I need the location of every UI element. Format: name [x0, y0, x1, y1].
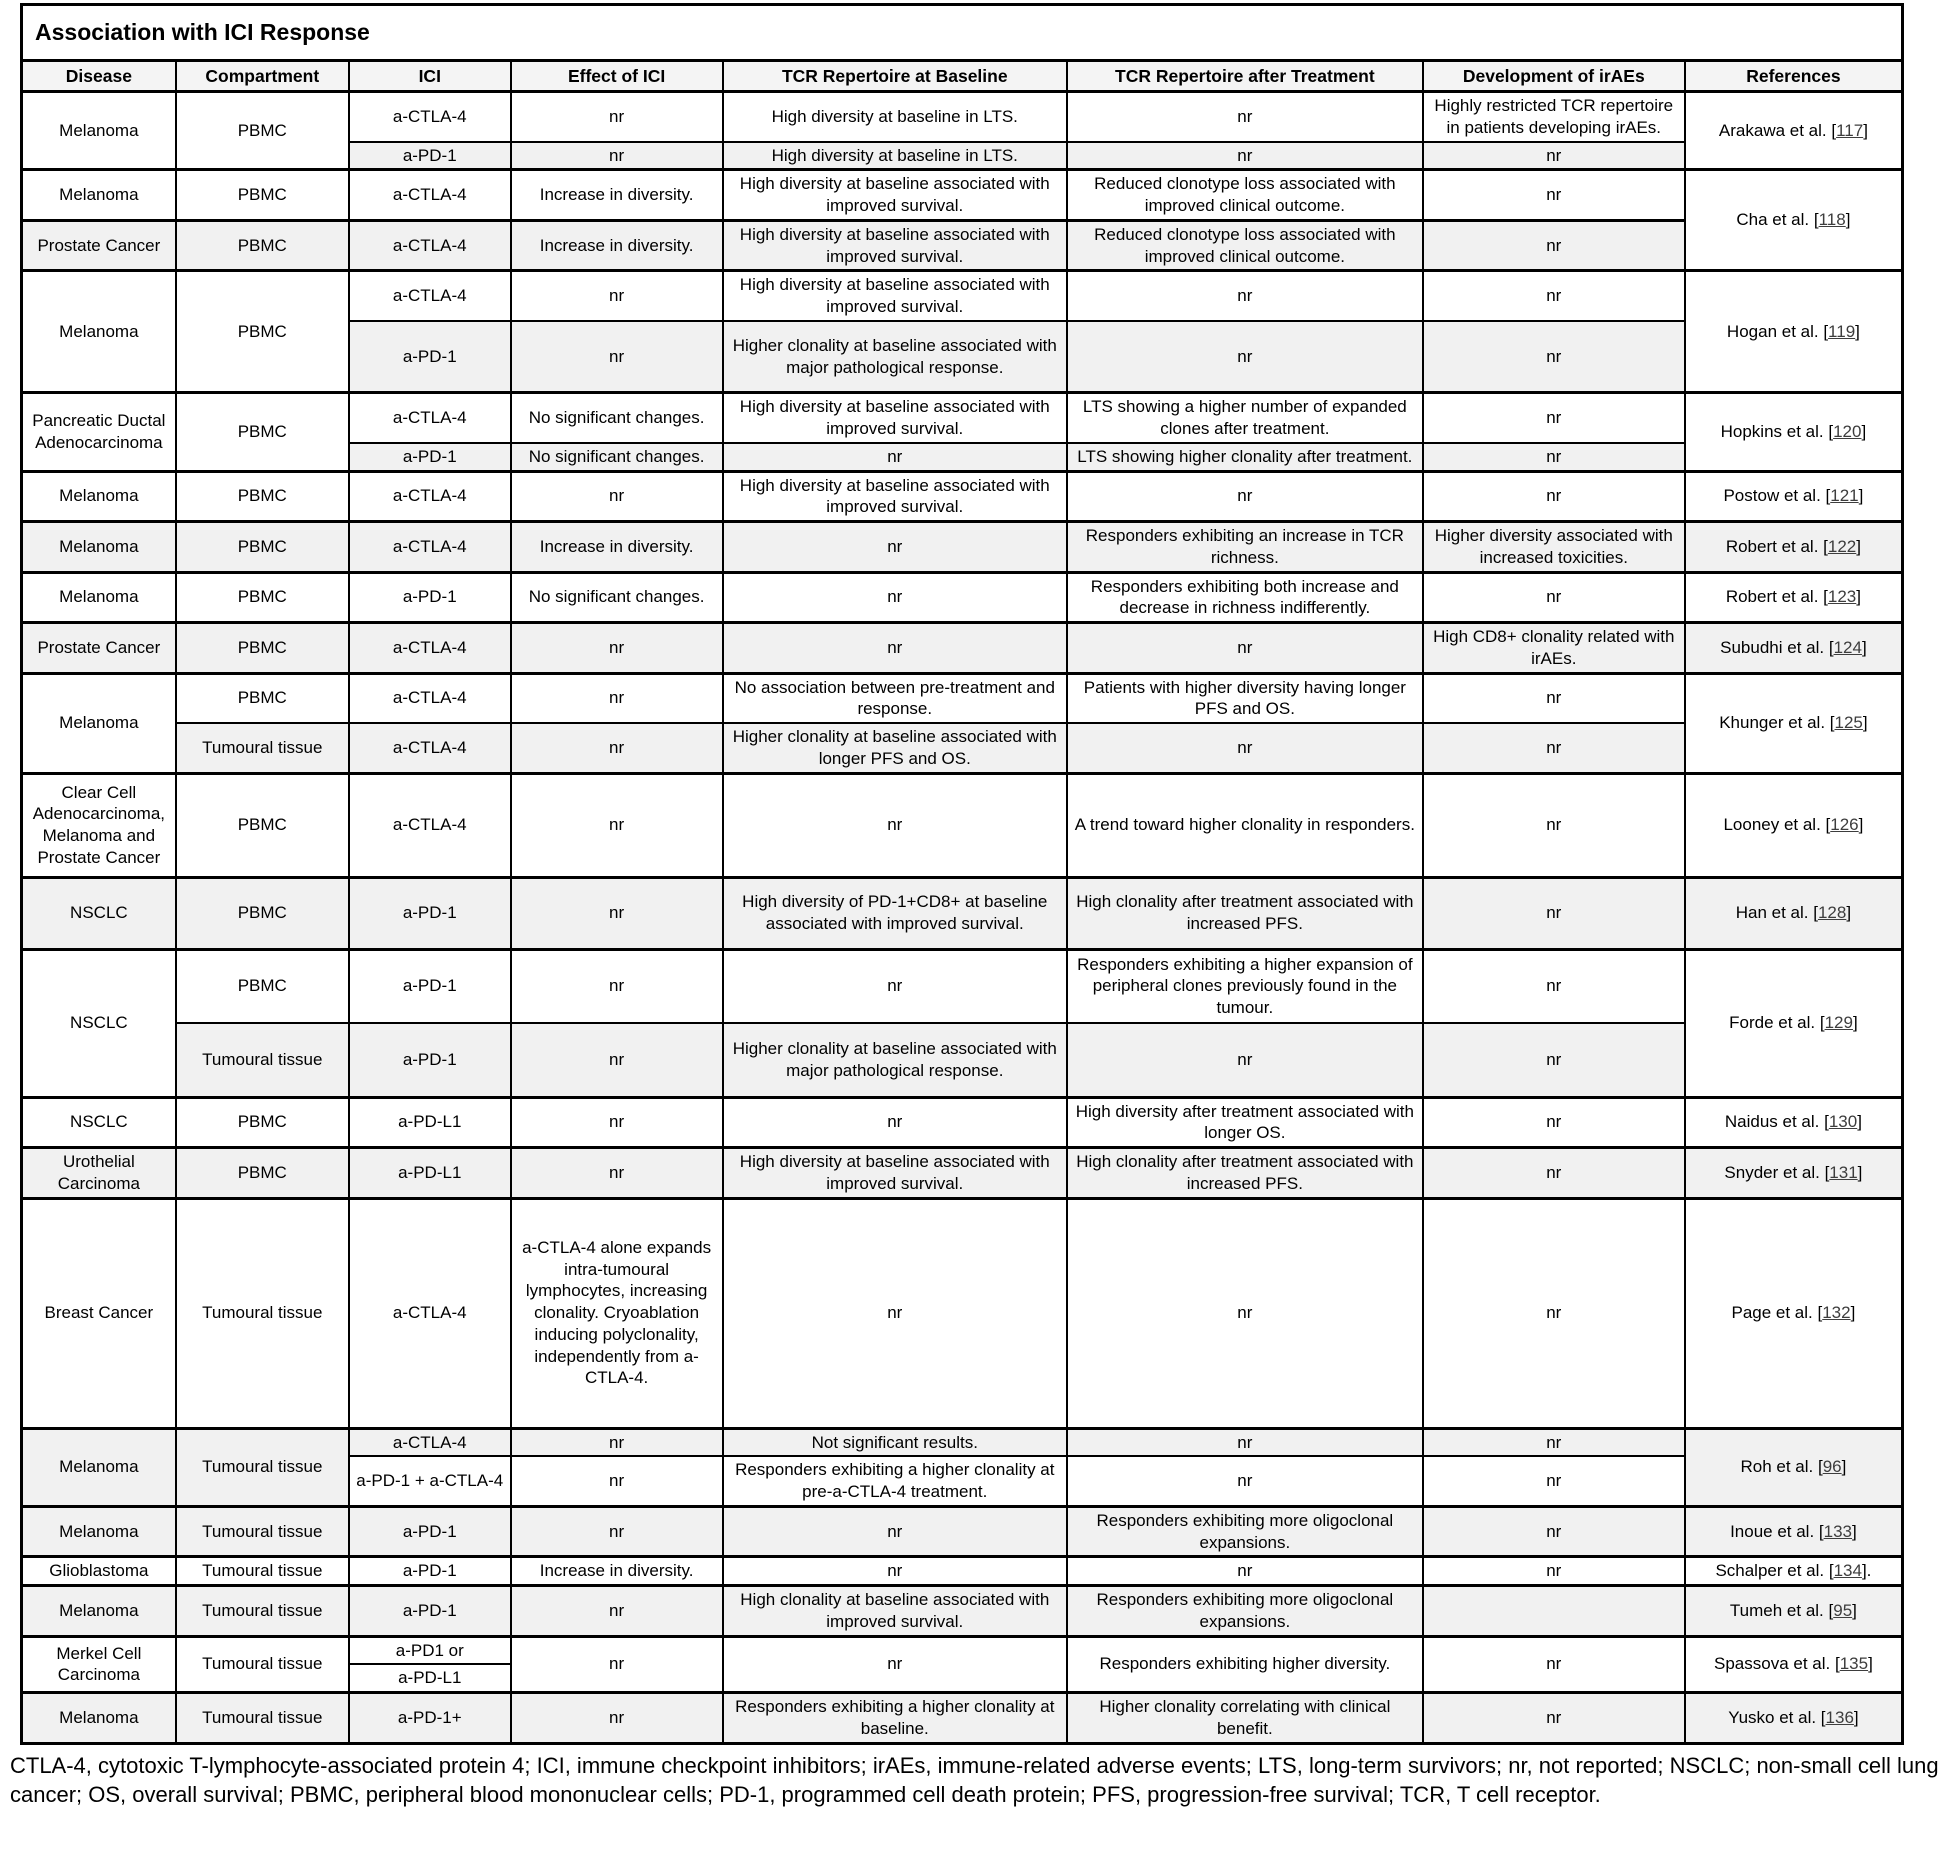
cell-references: Hopkins et al. [120] — [1685, 393, 1903, 471]
cell-disease: Melanoma — [22, 92, 176, 170]
abbreviations-footnote: CTLA-4, cytotoxic T-lymphocyte-associated protein 4; ICI, immune checkpoint inhibitors; irAEs, immune-related adverse events; LTS, long-term survivors; nr, not reported; NSCLC; non-small cell lung cancer; OS, overall survival; PBMC, peripheral blood mononuclear cells; PD-1, programmed cell death protein; PFS, progression-free survival; TCR, T cell receptor. — [10, 1752, 1939, 1808]
reference-link[interactable]: 131 — [1829, 1162, 1858, 1182]
cell-tcr-baseline: nr — [723, 572, 1067, 623]
cell-iraes: nr — [1423, 723, 1685, 773]
table-row — [22, 1428, 1903, 1456]
reference-link[interactable]: 123 — [1827, 587, 1857, 607]
cell-effect-of-ici: Increase in diversity. — [511, 170, 723, 221]
cell-ici: a-CTLA-4 — [349, 1198, 511, 1428]
cell-disease: Melanoma — [22, 673, 176, 773]
cell-compartment: PBMC — [176, 877, 349, 949]
reference-link[interactable]: 121 — [1830, 486, 1859, 506]
cell-disease: Melanoma — [22, 1428, 176, 1506]
cell-references: Robert et al. [123] — [1685, 572, 1903, 623]
table-header-row — [22, 61, 1903, 92]
cell-ici: a-CTLA-4 — [349, 220, 511, 271]
cell-references: Postow et al. [121] — [1685, 471, 1903, 522]
cell-tcr-after-treatment: Responders exhibiting a higher expansion of peripheral clones previously found in the tumour. — [1067, 949, 1423, 1023]
col-header-references: References — [1685, 61, 1903, 92]
cell-compartment: PBMC — [176, 170, 349, 221]
cell-iraes: nr — [1423, 1693, 1685, 1744]
cell-effect-of-ici: No significant changes. — [511, 443, 723, 471]
col-header-ici: ICI — [349, 61, 511, 92]
cell-compartment: PBMC — [176, 572, 349, 623]
cell-ici: a-PD-1 — [349, 142, 511, 170]
cell-ici: a-PD-1 — [349, 877, 511, 949]
cell-ici: a-CTLA-4 — [349, 393, 511, 443]
ici-response-table — [20, 59, 1904, 1745]
cell-tcr-baseline: Higher clonality at baseline associated with major pathological response. — [723, 321, 1067, 393]
cell-tcr-after-treatment: nr — [1067, 271, 1423, 321]
cell-references: Han et al. [128] — [1685, 877, 1903, 949]
cell-iraes: nr — [1423, 393, 1685, 443]
table-row — [22, 471, 1903, 522]
cell-tcr-after-treatment: nr — [1067, 471, 1423, 522]
table-row — [22, 773, 1903, 877]
cell-tcr-baseline: nr — [723, 623, 1067, 674]
table-row — [22, 1506, 1903, 1557]
cell-tcr-baseline: nr — [723, 1198, 1067, 1428]
cell-iraes: nr — [1423, 1557, 1685, 1586]
cell-ici: a-PD-1 — [349, 443, 511, 471]
cell-references: Cha et al. [118] — [1685, 170, 1903, 271]
cell-effect-of-ici: nr — [511, 142, 723, 170]
cell-disease: NSCLC — [22, 1097, 176, 1148]
cell-compartment: PBMC — [176, 220, 349, 271]
cell-tcr-after-treatment: nr — [1067, 723, 1423, 773]
reference-link[interactable]: 133 — [1823, 1521, 1853, 1541]
cell-effect-of-ici: nr — [511, 471, 723, 522]
cell-effect-of-ici: nr — [511, 1097, 723, 1148]
reference-link[interactable]: 136 — [1825, 1707, 1854, 1727]
cell-tcr-after-treatment: nr — [1067, 321, 1423, 393]
cell-tcr-after-treatment: nr — [1067, 92, 1423, 142]
cell-effect-of-ici: nr — [511, 1456, 723, 1506]
cell-disease: Glioblastoma — [22, 1557, 176, 1586]
cell-disease: Prostate Cancer — [22, 220, 176, 271]
cell-compartment: PBMC — [176, 773, 349, 877]
cell-tcr-after-treatment: Reduced clonotype loss associated with improved clinical outcome. — [1067, 220, 1423, 271]
reference-link[interactable]: 129 — [1824, 1013, 1853, 1033]
cell-effect-of-ici: nr — [511, 773, 723, 877]
cell-effect-of-ici: Increase in diversity. — [511, 1557, 723, 1586]
cell-tcr-after-treatment: High diversity after treatment associated with longer OS. — [1067, 1097, 1423, 1148]
cell-compartment: Tumoural tissue — [176, 1023, 349, 1097]
cell-iraes: nr — [1423, 471, 1685, 522]
col-header-tcr-baseline: TCR Repertoire at Baseline — [723, 61, 1067, 92]
cell-tcr-baseline: No association between pre-treatment and response. — [723, 673, 1067, 723]
cell-tcr-after-treatment: Higher clonality correlating with clinical benefit. — [1067, 1693, 1423, 1744]
cell-ici: a-PD1 or — [349, 1636, 511, 1664]
ici-response-table-container — [20, 3, 1904, 1745]
cell-ici: a-CTLA-4 — [349, 271, 511, 321]
cell-iraes: nr — [1423, 877, 1685, 949]
reference-link[interactable]: 125 — [1834, 713, 1863, 733]
cell-disease: Clear Cell Adenocarcinoma, Melanoma and Prostate Cancer — [22, 773, 176, 877]
reference-link[interactable]: 119 — [1828, 321, 1856, 341]
cell-compartment: PBMC — [176, 1097, 349, 1148]
cell-references: Hogan et al. [119] — [1685, 271, 1903, 393]
cell-iraes: High CD8+ clonality related with irAEs. — [1423, 623, 1685, 674]
cell-effect-of-ici: nr — [511, 949, 723, 1023]
cell-iraes: Highly restricted TCR repertoire in patients developing irAEs. — [1423, 92, 1685, 142]
cell-compartment: Tumoural tissue — [176, 1198, 349, 1428]
col-header-effect-of-ici: Effect of ICI — [511, 61, 723, 92]
cell-iraes: nr — [1423, 1198, 1685, 1428]
table-row — [22, 1586, 1903, 1637]
table-row — [22, 723, 1903, 773]
cell-tcr-after-treatment: Reduced clonotype loss associated with improved clinical outcome. — [1067, 170, 1423, 221]
cell-tcr-after-treatment: High clonality after treatment associated with increased PFS. — [1067, 1148, 1423, 1199]
cell-tcr-baseline: nr — [723, 1557, 1067, 1586]
table-title: Association with ICI Response — [20, 3, 1904, 59]
cell-iraes: nr — [1423, 949, 1685, 1023]
reference-link[interactable]: 135 — [1839, 1654, 1869, 1674]
cell-compartment: Tumoural tissue — [176, 1693, 349, 1744]
col-header-compartment: Compartment — [176, 61, 349, 92]
cell-effect-of-ici: nr — [511, 1506, 723, 1557]
table-row — [22, 1023, 1903, 1097]
cell-ici: a-PD-1+ — [349, 1693, 511, 1744]
cell-effect-of-ici: nr — [511, 1636, 723, 1693]
cell-ici: a-CTLA-4 — [349, 673, 511, 723]
table-row — [22, 271, 1903, 321]
cell-tcr-after-treatment: Responders exhibiting more oligoclonal expansions. — [1067, 1586, 1423, 1637]
cell-iraes: nr — [1423, 1636, 1685, 1693]
cell-compartment: Tumoural tissue — [176, 1506, 349, 1557]
reference-link[interactable]: 120 — [1833, 422, 1862, 441]
cell-iraes — [1423, 1586, 1685, 1637]
cell-references: Tumeh et al. [95] — [1685, 1586, 1903, 1637]
cell-tcr-baseline: nr — [723, 773, 1067, 877]
table-row — [22, 877, 1903, 949]
reference-link[interactable]: 126 — [1830, 815, 1859, 835]
table-row — [22, 1198, 1903, 1428]
cell-effect-of-ici: a-CTLA-4 alone expands intra-tumoural lymphocytes, increasing clonality. Cryoablation inducing polyclonality, independently from a-CTLA-4. — [511, 1198, 723, 1428]
cell-tcr-baseline: nr — [723, 443, 1067, 471]
cell-compartment: PBMC — [176, 522, 349, 573]
cell-tcr-after-treatment: LTS showing a higher number of expanded clones after treatment. — [1067, 393, 1423, 443]
cell-references: Arakawa et al. [117] — [1685, 92, 1903, 170]
cell-compartment: PBMC — [176, 92, 349, 170]
table-row — [22, 1097, 1903, 1148]
cell-tcr-baseline: nr — [723, 949, 1067, 1023]
cell-tcr-baseline: High diversity of PD-1+CD8+ at baseline associated with improved survival. — [723, 877, 1067, 949]
cell-compartment: PBMC — [176, 673, 349, 723]
cell-tcr-baseline: nr — [723, 522, 1067, 573]
cell-references: Subudhi et al. [124] — [1685, 623, 1903, 674]
cell-tcr-baseline: High diversity at baseline associated with improved survival. — [723, 220, 1067, 271]
cell-iraes: nr — [1423, 1023, 1685, 1097]
cell-iraes: nr — [1423, 1428, 1685, 1456]
cell-references: Forde et al. [129] — [1685, 949, 1903, 1097]
cell-references: Khunger et al. [125] — [1685, 673, 1903, 773]
cell-iraes: nr — [1423, 1506, 1685, 1557]
cell-references: Inoue et al. [133] — [1685, 1506, 1903, 1557]
cell-tcr-after-treatment: nr — [1067, 142, 1423, 170]
cell-compartment: PBMC — [176, 1148, 349, 1199]
cell-iraes: nr — [1423, 142, 1685, 170]
cell-compartment: PBMC — [176, 471, 349, 522]
cell-compartment: PBMC — [176, 623, 349, 674]
cell-tcr-baseline: nr — [723, 1506, 1067, 1557]
cell-compartment: Tumoural tissue — [176, 1557, 349, 1586]
cell-references: Snyder et al. [131] — [1685, 1148, 1903, 1199]
cell-disease: NSCLC — [22, 949, 176, 1097]
cell-ici: a-CTLA-4 — [349, 1428, 511, 1456]
cell-tcr-after-treatment: nr — [1067, 1198, 1423, 1428]
cell-ici: a-PD-L1 — [349, 1664, 511, 1692]
cell-ici: a-CTLA-4 — [349, 723, 511, 773]
cell-disease: Breast Cancer — [22, 1198, 176, 1428]
cell-iraes: Higher diversity associated with increased toxicities. — [1423, 522, 1685, 573]
cell-iraes: nr — [1423, 271, 1685, 321]
cell-tcr-baseline: High clonality at baseline associated with improved survival. — [723, 1586, 1067, 1637]
cell-disease: Melanoma — [22, 471, 176, 522]
cell-ici: a-PD-L1 — [349, 1097, 511, 1148]
cell-disease: Pancreatic Ductal Adenocarcinoma — [22, 393, 176, 471]
cell-effect-of-ici: nr — [511, 1148, 723, 1199]
cell-tcr-after-treatment: nr — [1067, 1557, 1423, 1586]
cell-disease: Melanoma — [22, 271, 176, 393]
cell-iraes: nr — [1423, 1148, 1685, 1199]
cell-iraes: nr — [1423, 321, 1685, 393]
cell-tcr-after-treatment: Responders exhibiting both increase and decrease in richness indifferently. — [1067, 572, 1423, 623]
cell-references: Roh et al. [96] — [1685, 1428, 1903, 1506]
table-row — [22, 393, 1903, 443]
cell-compartment: PBMC — [176, 271, 349, 393]
table-row — [22, 572, 1903, 623]
table-row — [22, 623, 1903, 674]
cell-effect-of-ici: nr — [511, 321, 723, 393]
cell-compartment: Tumoural tissue — [176, 1586, 349, 1637]
cell-ici: a-CTLA-4 — [349, 522, 511, 573]
cell-effect-of-ici: nr — [511, 1428, 723, 1456]
reference-link[interactable]: 124 — [1833, 637, 1862, 657]
cell-references: Schalper et al. [134]. — [1685, 1557, 1903, 1586]
cell-tcr-baseline: Higher clonality at baseline associated with major pathological response. — [723, 1023, 1067, 1097]
cell-ici: a-PD-1 — [349, 949, 511, 1023]
reference-link[interactable]: 117 — [1836, 120, 1864, 140]
cell-disease: Melanoma — [22, 170, 176, 221]
cell-tcr-after-treatment: LTS showing higher clonality after treatment. — [1067, 443, 1423, 471]
cell-references: Robert et al. [122] — [1685, 522, 1903, 573]
cell-tcr-after-treatment: High clonality after treatment associated with increased PFS. — [1067, 877, 1423, 949]
cell-tcr-after-treatment: Responders exhibiting higher diversity. — [1067, 1636, 1423, 1693]
cell-ici: a-CTLA-4 — [349, 92, 511, 142]
table-row — [22, 170, 1903, 221]
cell-disease: Melanoma — [22, 572, 176, 623]
cell-compartment: Tumoural tissue — [176, 1428, 349, 1506]
cell-tcr-after-treatment: nr — [1067, 623, 1423, 674]
cell-tcr-baseline: High diversity at baseline in LTS. — [723, 142, 1067, 170]
cell-effect-of-ici: nr — [511, 723, 723, 773]
cell-compartment: Tumoural tissue — [176, 723, 349, 773]
cell-tcr-after-treatment: nr — [1067, 1428, 1423, 1456]
cell-tcr-baseline: High diversity at baseline associated with improved survival. — [723, 471, 1067, 522]
cell-disease: Melanoma — [22, 1693, 176, 1744]
cell-effect-of-ici: nr — [511, 271, 723, 321]
cell-effect-of-ici: nr — [511, 92, 723, 142]
cell-iraes: nr — [1423, 1456, 1685, 1506]
cell-ici: a-PD-1 + a-CTLA-4 — [349, 1456, 511, 1506]
table-row — [22, 1148, 1903, 1199]
header-row — [22, 61, 1903, 92]
reference-link[interactable]: 134 — [1833, 1561, 1862, 1581]
cell-iraes: nr — [1423, 773, 1685, 877]
table-row — [22, 1693, 1903, 1744]
cell-iraes: nr — [1423, 673, 1685, 723]
cell-tcr-baseline: High diversity at baseline in LTS. — [723, 92, 1067, 142]
cell-effect-of-ici: No significant changes. — [511, 393, 723, 443]
cell-tcr-baseline: Responders exhibiting a higher clonality at baseline. — [723, 1693, 1067, 1744]
cell-tcr-baseline: Not significant results. — [723, 1428, 1067, 1456]
cell-compartment: PBMC — [176, 949, 349, 1023]
cell-ici: a-CTLA-4 — [349, 170, 511, 221]
cell-disease: Melanoma — [22, 1506, 176, 1557]
cell-effect-of-ici: nr — [511, 877, 723, 949]
cell-effect-of-ici: nr — [511, 1693, 723, 1744]
cell-ici: a-CTLA-4 — [349, 623, 511, 674]
cell-references: Spassova et al. [135] — [1685, 1636, 1903, 1693]
reference-link[interactable]: 118 — [1818, 210, 1846, 230]
cell-iraes: nr — [1423, 220, 1685, 271]
table-row — [22, 1636, 1903, 1664]
table-row — [22, 92, 1903, 142]
col-header-disease: Disease — [22, 61, 176, 92]
reference-link[interactable]: 132 — [1822, 1303, 1851, 1323]
cell-iraes: nr — [1423, 572, 1685, 623]
reference-link[interactable]: 130 — [1828, 1112, 1858, 1132]
cell-tcr-after-treatment: A trend toward higher clonality in responders. — [1067, 773, 1423, 877]
reference-link[interactable]: 96 — [1822, 1457, 1842, 1477]
cell-ici: a-PD-1 — [349, 1586, 511, 1637]
cell-iraes: nr — [1423, 443, 1685, 471]
reference-link[interactable]: 122 — [1827, 536, 1857, 556]
cell-references: Yusko et al. [136] — [1685, 1693, 1903, 1744]
cell-tcr-baseline: nr — [723, 1097, 1067, 1148]
cell-tcr-after-treatment: Patients with higher diversity having longer PFS and OS. — [1067, 673, 1423, 723]
cell-effect-of-ici: nr — [511, 1586, 723, 1637]
cell-tcr-baseline: nr — [723, 1636, 1067, 1693]
cell-ici: a-PD-1 — [349, 321, 511, 393]
cell-tcr-baseline: High diversity at baseline associated with improved survival. — [723, 170, 1067, 221]
cell-disease: Urothelial Carcinoma — [22, 1148, 176, 1199]
cell-compartment: PBMC — [176, 393, 349, 471]
cell-tcr-baseline: High diversity at baseline associated with improved survival. — [723, 1148, 1067, 1199]
cell-tcr-after-treatment: nr — [1067, 1456, 1423, 1506]
cell-effect-of-ici: Increase in diversity. — [511, 220, 723, 271]
cell-compartment: Tumoural tissue — [176, 1636, 349, 1693]
cell-disease: Merkel Cell Carcinoma — [22, 1636, 176, 1693]
table-body — [22, 92, 1903, 1744]
cell-iraes: nr — [1423, 1097, 1685, 1148]
cell-iraes: nr — [1423, 170, 1685, 221]
reference-link[interactable]: 95 — [1833, 1600, 1853, 1620]
cell-references: Looney et al. [126] — [1685, 773, 1903, 877]
cell-disease: Melanoma — [22, 1586, 176, 1637]
cell-tcr-after-treatment: Responders exhibiting an increase in TCR richness. — [1067, 522, 1423, 573]
cell-ici: a-PD-1 — [349, 1023, 511, 1097]
cell-effect-of-ici: nr — [511, 623, 723, 674]
cell-effect-of-ici: Increase in diversity. — [511, 522, 723, 573]
cell-tcr-after-treatment: nr — [1067, 1023, 1423, 1097]
cell-tcr-baseline: High diversity at baseline associated with improved survival. — [723, 393, 1067, 443]
cell-tcr-baseline: Higher clonality at baseline associated with longer PFS and OS. — [723, 723, 1067, 773]
table-row — [22, 522, 1903, 573]
table-row — [22, 673, 1903, 723]
cell-ici: a-CTLA-4 — [349, 773, 511, 877]
col-header-iraes: Development of irAEs — [1423, 61, 1685, 92]
col-header-tcr-after-treatment: TCR Repertoire after Treatment — [1067, 61, 1423, 92]
cell-tcr-baseline: High diversity at baseline associated with improved survival. — [723, 271, 1067, 321]
cell-references: Naidus et al. [130] — [1685, 1097, 1903, 1148]
cell-disease: Prostate Cancer — [22, 623, 176, 674]
table-row — [22, 220, 1903, 271]
cell-disease: Melanoma — [22, 522, 176, 573]
cell-tcr-baseline: Responders exhibiting a higher clonality at pre-a-CTLA-4 treatment. — [723, 1456, 1067, 1506]
cell-effect-of-ici: nr — [511, 673, 723, 723]
cell-effect-of-ici: No significant changes. — [511, 572, 723, 623]
cell-references: Page et al. [132] — [1685, 1198, 1903, 1428]
reference-link[interactable]: 128 — [1817, 903, 1847, 923]
cell-disease: NSCLC — [22, 877, 176, 949]
cell-ici: a-CTLA-4 — [349, 471, 511, 522]
cell-effect-of-ici: nr — [511, 1023, 723, 1097]
cell-ici: a-PD-L1 — [349, 1148, 511, 1199]
cell-ici: a-PD-1 — [349, 572, 511, 623]
table-row — [22, 1557, 1903, 1586]
cell-ici: a-PD-1 — [349, 1557, 511, 1586]
table-row — [22, 949, 1903, 1023]
cell-ici: a-PD-1 — [349, 1506, 511, 1557]
cell-tcr-after-treatment: Responders exhibiting more oligoclonal expansions. — [1067, 1506, 1423, 1557]
